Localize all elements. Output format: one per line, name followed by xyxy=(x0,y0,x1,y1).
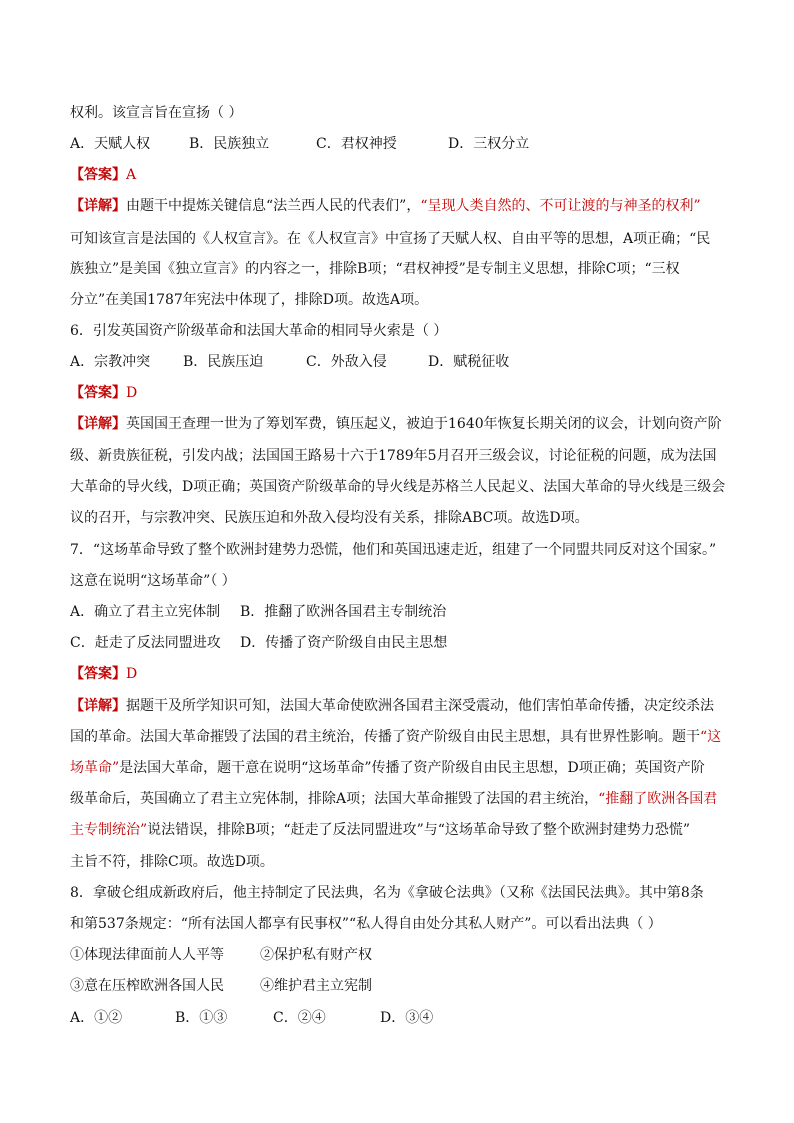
q8-option-c: C．②④ xyxy=(273,1010,326,1026)
q7-option-a: A．确立了君主立宪体制 xyxy=(70,604,221,620)
q6-option-c: C．外敌入侵 xyxy=(306,354,387,370)
detail-tag: 【详解】 xyxy=(70,416,126,432)
q7-detail-line-3 xyxy=(70,758,705,778)
answer-tag: 【答案】 xyxy=(70,666,126,682)
detail-tag: 【详解】 xyxy=(70,698,126,714)
q8-item-4: ④维护君主立宪制 xyxy=(260,978,372,994)
q6-stem: 6．引发英国资产阶级革命和法国大革命的相同导火索是（ ） xyxy=(70,323,448,339)
q7-option-b: B．推翻了欧洲各国君主专制统治 xyxy=(240,604,447,620)
q8-item-3: ③意在压榨欧洲各国人民 xyxy=(70,978,224,994)
q8-stem-line-1: 8．拿破仑组成新政府后，他主持制定了民法典，名为《拿破仑法典》（又称《法国民法典》。其中第8条 xyxy=(70,885,704,901)
answer-tag: 【答案】 xyxy=(70,167,126,183)
q7-detail-line-5 xyxy=(70,820,690,840)
detail-highlight: 场革命” xyxy=(70,760,120,776)
q5-detail-line-2: 可知该宣言是法国的《人权宣言》。在《人权宣言》中宣扬了天赋人权、自由平等的思想，A项正确；“民 xyxy=(70,231,711,247)
q7-stem-line-1: 7．“这场革命导致了整个欧洲封建势力恐慌，他们和英国迅速走近，组建了一个同盟共同反对这个国家。” xyxy=(70,542,717,558)
q6-option-b: B．民族压迫 xyxy=(183,354,264,370)
detail-text: 由题干中提炼关键信息“法兰西人民的代表们”， xyxy=(126,198,421,214)
q8-option-a: A．①② xyxy=(70,1010,123,1026)
detail-text: 英国国王查理一世为了筹划军费，镇压起义，被迫于1640年恢复长期关闭的议会，计划向资产阶 xyxy=(126,416,722,432)
q5-detail-line-3: 族独立”是美国《独立宣言》的内容之一，排除B项；“君权神授”是专制主义思想，排除C项；“三权 xyxy=(70,261,680,277)
q8-stem-line-2: 和第537条规定：“所有法国人都享有民事权”“私人得自由处分其私人财产”。可以看出法典（ ） xyxy=(70,916,662,932)
q6-detail-line-1 xyxy=(70,414,722,434)
answer-value: D xyxy=(126,385,138,401)
q7-stem-line-2: 这意在说明“这场革命”（ ） xyxy=(70,573,236,589)
q7-detail-line-4 xyxy=(70,789,717,809)
answer-value: D xyxy=(126,666,138,682)
q5-option-c: C．君权神授 xyxy=(316,136,397,152)
q7-detail-line-1 xyxy=(70,696,714,716)
q7-detail-line-6: 主旨不符，排除C项。故选D项。 xyxy=(70,854,274,870)
q7-option-c: C．赶走了反法同盟进攻 xyxy=(70,635,221,651)
q6-option-d: D．赋税征收 xyxy=(428,354,510,370)
q7-answer xyxy=(70,664,137,684)
detail-text: 据题干及所学知识可知，法国大革命使欧洲各国君主深受震动，他们害怕革命传播，决定绞杀法 xyxy=(126,698,714,714)
q6-detail-line-4: 议的召开，与宗教冲突、民族压迫和外敌入侵均没有关系，排除ABC项。故选D项。 xyxy=(70,510,589,526)
q7-detail-line-2 xyxy=(70,727,721,747)
q6-detail-line-2: 级、新贵族征税，引发内战；法国国王路易十六于1789年5月召开三级会议，讨论征税的问题，成为法国 xyxy=(70,448,717,464)
q8-item-1: ①体现法律面前人人平等 xyxy=(70,947,224,963)
detail-highlight: “这 xyxy=(700,729,722,745)
q8-item-2: ②保护私有财产权 xyxy=(260,947,372,963)
q5-detail-line-4: 分立”在美国1787年宪法中体现了，排除D项。故选A项。 xyxy=(70,292,429,308)
detail-text: 级革命后，英国确立了君主立宪体制，排除A项；法国大革命摧毁了法国的君主统治， xyxy=(70,791,599,807)
detail-tag: 【详解】 xyxy=(70,198,126,214)
detail-highlight: “呈现人类自然的、不可让渡的与神圣的权利” xyxy=(420,198,701,214)
detail-text: 国的革命。法国大革命摧毁了法国的君主统治，传播了资产阶级自由民主思想，具有世界性影响。题干 xyxy=(70,729,700,745)
q5-option-b: B．民族独立 xyxy=(189,136,270,152)
q5-detail-line-1 xyxy=(70,196,701,216)
q5-answer xyxy=(70,165,136,185)
q5-option-a: A．天赋人权 xyxy=(70,136,151,152)
q5-stem-tail: 权利。该宣言旨在宣扬（ ） xyxy=(70,105,243,121)
answer-value: A xyxy=(126,167,137,183)
detail-highlight: 主专制统治” xyxy=(70,822,148,838)
q8-option-d: D．③④ xyxy=(380,1010,434,1026)
q8-option-b: B．①③ xyxy=(175,1010,228,1026)
q6-option-a: A．宗教冲突 xyxy=(70,354,151,370)
detail-text: 说法错误，排除B项；“赶走了反法同盟进攻”与“这场革命导致了整个欧洲封建势力恐慌” xyxy=(147,822,691,838)
q5-option-d: D．三权分立 xyxy=(448,136,530,152)
q6-answer xyxy=(70,383,137,403)
answer-tag: 【答案】 xyxy=(70,385,126,401)
detail-highlight: “推翻了欧洲各国君 xyxy=(598,791,718,807)
q7-option-d: D．传播了资产阶级自由民主思想 xyxy=(240,635,448,651)
q6-detail-line-3: 大革命的导火线，D项正确；英国资产阶级革命的导火线是苏格兰人民起义、法国大革命的导火线是三级会 xyxy=(70,479,726,495)
detail-text: 是法国大革命，题干意在说明“这场革命”传播了资产阶级自由民主思想，D项正确；英国资产阶 xyxy=(119,760,705,776)
